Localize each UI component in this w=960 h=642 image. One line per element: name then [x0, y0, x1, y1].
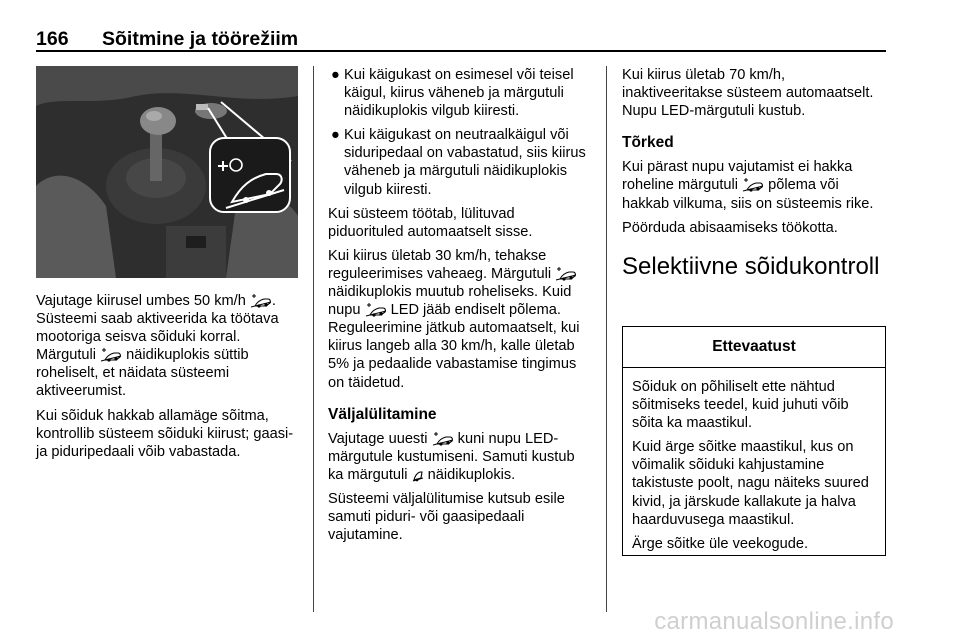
paragraph: Pöörduda abisaamiseks töökotta. [622, 219, 838, 236]
list-item: ● Kui käigukast on esimesel või teisel käigul, kiirus väheneb ja märgutuli näidikuplokis vilgub kiiresti. [331, 67, 574, 120]
gear-lever-photo [36, 66, 298, 278]
section-heading: Tõrked [622, 134, 674, 152]
list-item: ● Kui käigukast on neutraalkäigul või siduripedaal on vabastatud, siis kiirus väheneb ja märgutuli näidikuplokis vilgub kiiresti. [331, 127, 586, 198]
hill-descent-icon [742, 177, 764, 192]
section-heading: Väljalülitamine [328, 405, 437, 423]
paragraph: Kui sõiduk hakkab allamäge sõitma, kontrollib süsteem sõiduki kiirust; gaasi- ja piduripedaali võib vabastada. [36, 407, 294, 460]
page-number: 166 [36, 28, 69, 50]
column-3 [622, 66, 888, 293]
paragraph: Süsteemi väljalülitumise kutsub esile samuti piduri- või gaasipedaali vajutamine. [328, 490, 565, 544]
paragraph: Kui pärast nupu vajutamist ei hakka roheline märgutuli põlema või hakkab vilkuma, siis on süsteemis rike. [622, 159, 874, 212]
page-header [36, 22, 886, 54]
caution-box [622, 326, 886, 556]
paragraph: Kuid ärge sõitke maastikul, kus on võimalik sõiduki kahjustamine takistuste poolt, nagu näiteks suured kivid, ja järskude kallakute ja halva haarduvusega maastikul. [632, 439, 869, 528]
watermark: carmanualsonline.info [654, 608, 894, 635]
paragraph: Kui kiirus ületab 70 km/h, inaktiveeritakse süsteem automaatselt. Nupu LED-märgutuli kustub. [622, 67, 874, 120]
caution-body [623, 368, 885, 553]
hill-descent-icon [555, 266, 577, 281]
hill-descent-icon [432, 431, 454, 446]
paragraph: Ärge sõitke üle veekogude. [632, 535, 809, 552]
hill-descent-icon [100, 347, 122, 362]
header-rule [36, 50, 886, 52]
column-divider [313, 66, 314, 612]
hill-descent-icon [365, 302, 387, 317]
paragraph: Kui süsteem töötab, lülituvad piduorituled automaatselt sisse. [328, 205, 533, 240]
section-title: Selektiivne sõidukontroll [622, 252, 880, 280]
caution-title: Ettevaatust [623, 327, 885, 368]
paragraph: Vajutage uuesti kuni nupu LED-märgutule kustumiseni. Samuti kustub ka märgutuli näidikuplokis. [328, 430, 575, 483]
hill-descent-icon [250, 293, 272, 308]
paragraph: Kui kiirus ületab 30 km/h, tehakse reguleerimises vaheaeg. Märgutuli näidikuplokis muutub roheliseks. Kuid nupu LED jääb endiselt põlema. Reguleerimine jätkub automaatselt, kui kiirus langeb alla 30 km/h, kalle ületab 5% ja pedaalide vabastamise tingimus on täidetud. [328, 247, 580, 391]
column-2 [328, 66, 590, 550]
column-divider [606, 66, 607, 612]
column-1 [36, 292, 298, 467]
paragraph: Sõiduk on põhiliselt ette nähtud sõitmiseks teedel, kuid juhuti võib sõita ka maastikul. [632, 379, 849, 432]
page-title: Sõitmine ja töörežiim [102, 28, 299, 50]
hill-descent-off-icon [412, 467, 424, 482]
paragraph: Vajutage kiirusel umbes 50 km/h . Süsteemi saab aktiveerida ka töötava mootoriga seisva sõiduki korral. Märgutuli näidikuplokis süttib roheliselt, et näidata süsteemi aktiveerumist. [36, 293, 279, 400]
